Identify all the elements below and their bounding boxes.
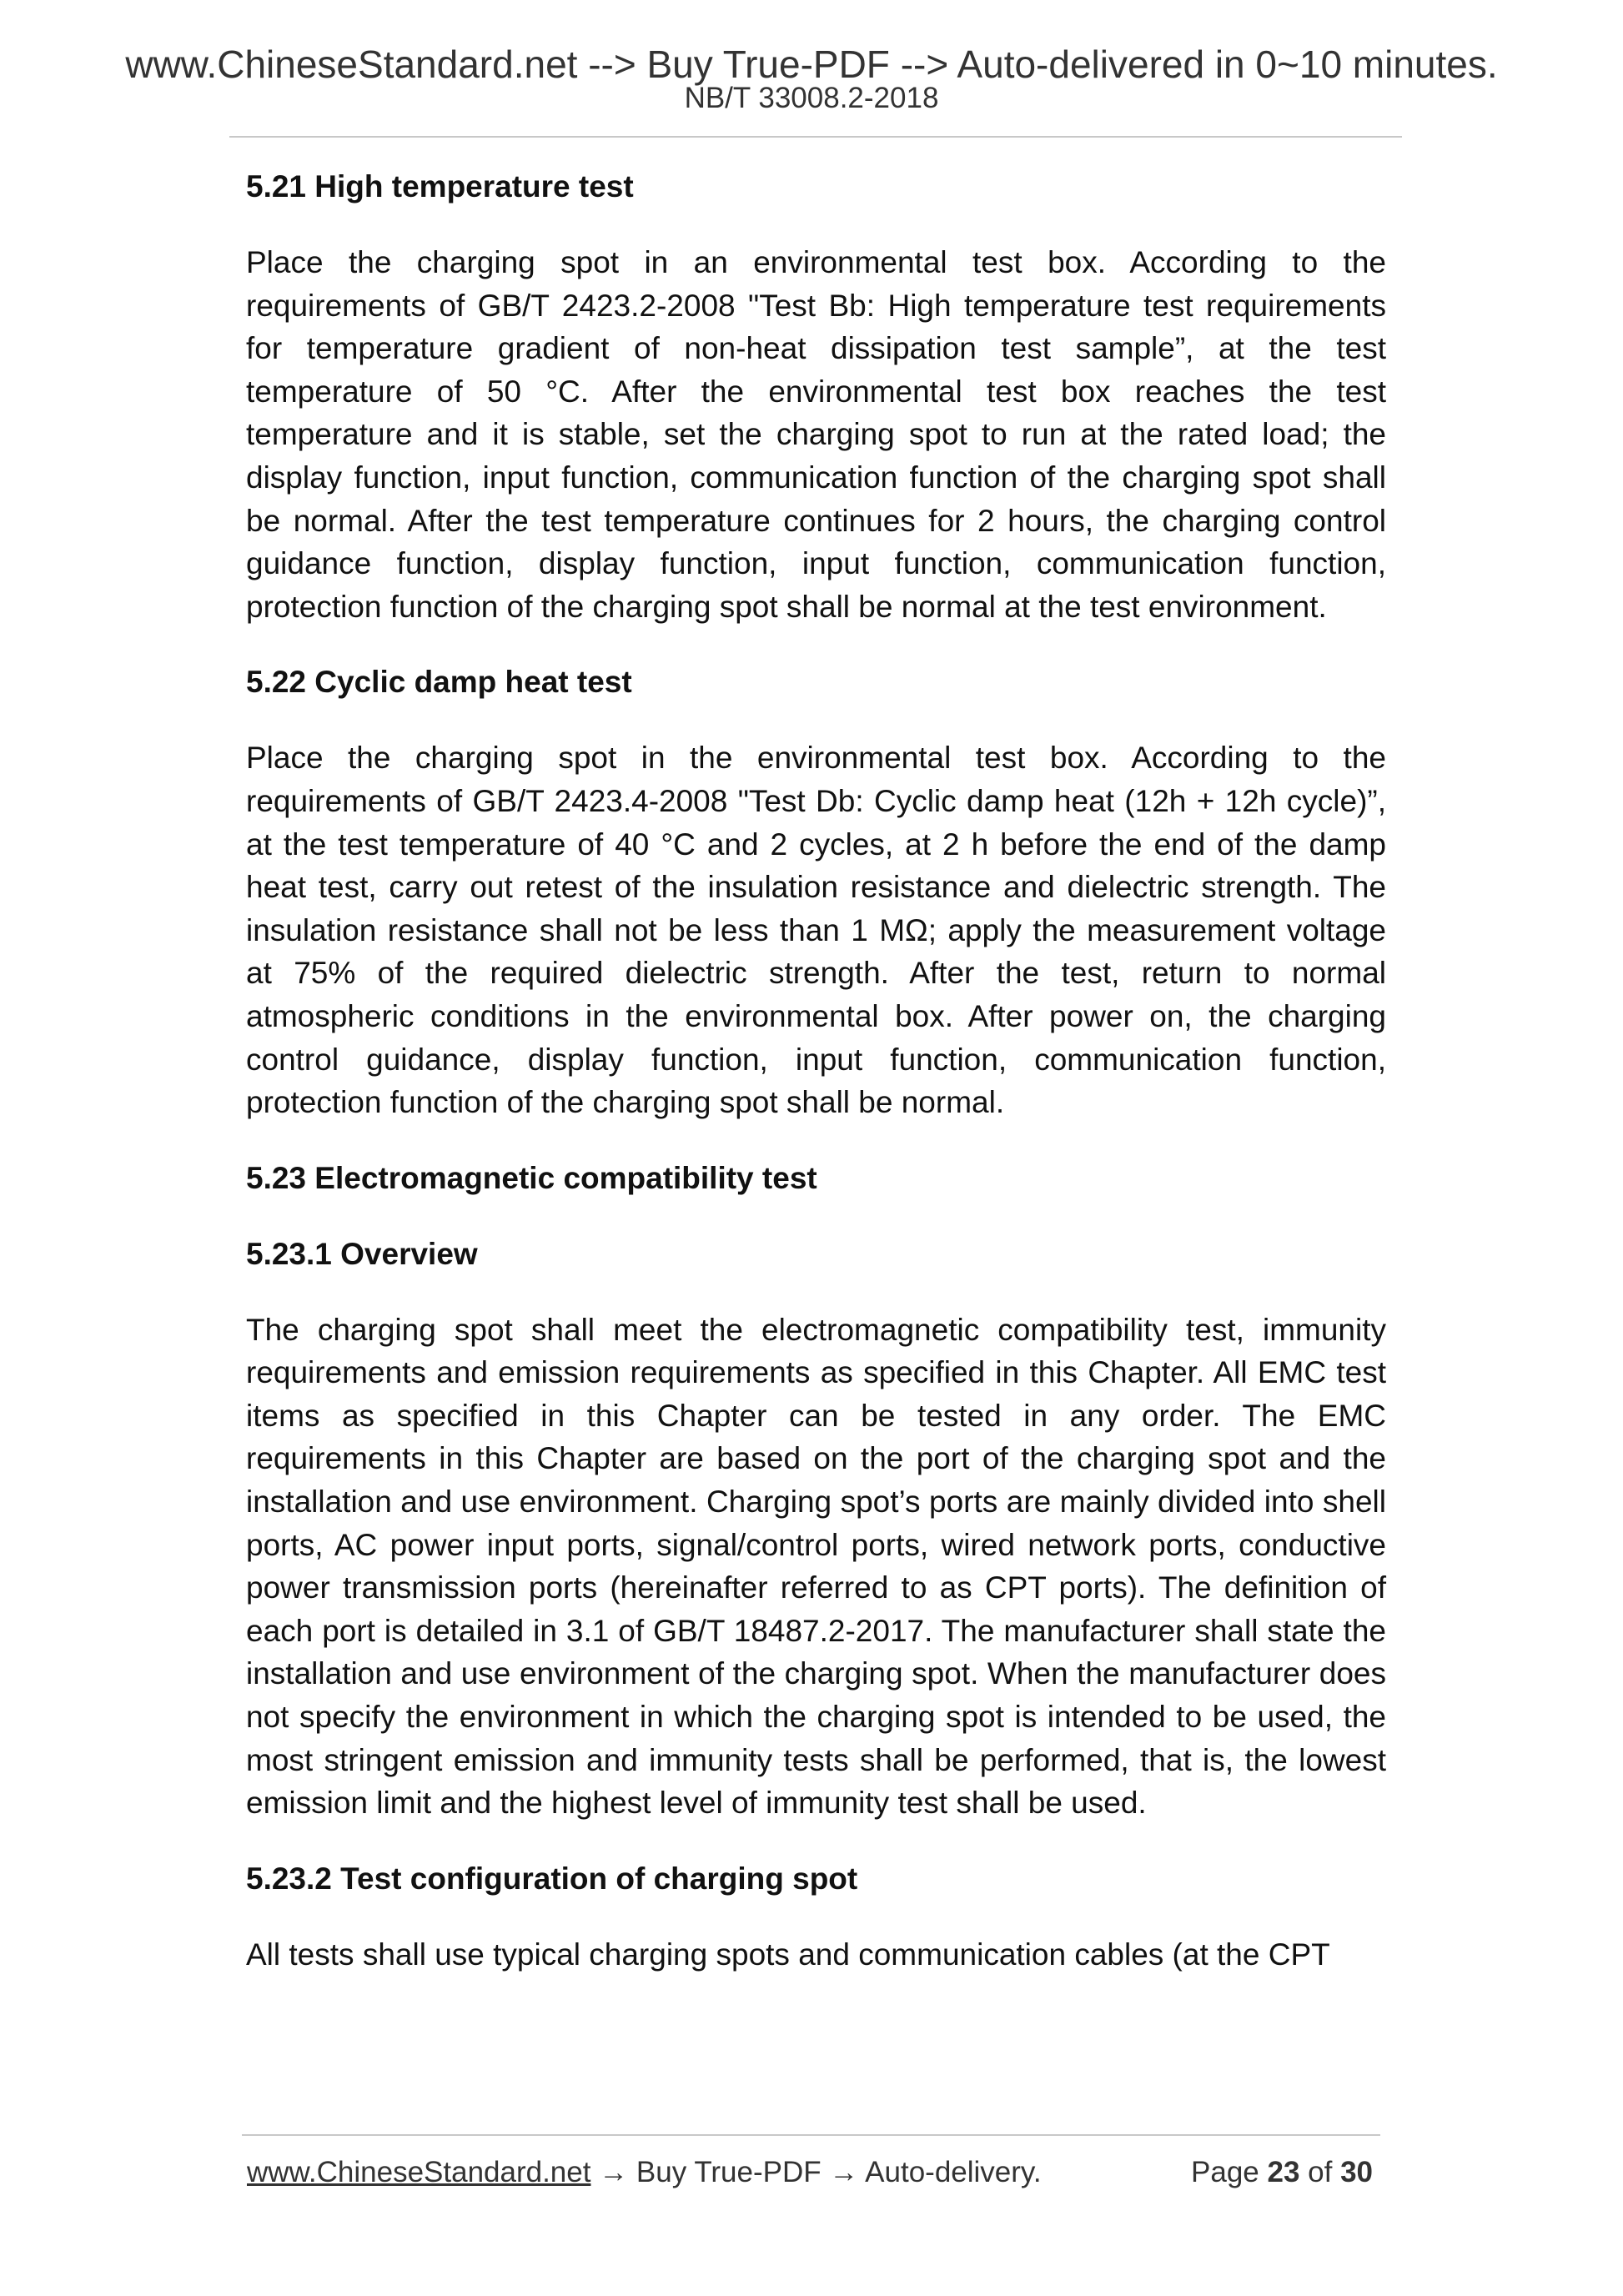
standard-code: NB/T 33008.2-2018 [684, 82, 939, 114]
paragraph-emc-overview: The charging spot shall meet the electromagnetic compatibility test, immunity requirements and emission requirements as specified in this Chapter. All EMC test items as specified in this Chapter can be tested in any order. The EMC requirements in this Chapter are based on the port of the charging spot and the installation and use environment. Charging spot’s ports are mainly divided into shell ports, AC power input ports, signal/control ports, wired network ports, conductive power transmission ports (hereinafter referred to as CPT ports). The definition of each port is detailed in 3.1 of GB/T 18487.2-2017. The manufacturer shall state the installation and use environment of the charging spot. When the manufacturer does not specify the environment in which the charging spot is intended to be used, the most stringent emission and immunity tests shall be performed, that is, the lowest emission limit and the highest level of immunity test shall be used. [246, 1312, 1386, 1821]
page-indicator [1191, 2156, 1373, 2189]
footer-tagline: → Buy True-PDF → Auto-delivery. [590, 2156, 1042, 2188]
section-heading-5-21: 5.21 High temperature test [246, 169, 634, 203]
paragraph-cyclic-damp-heat: Place the charging spot in the environmental test box. According to the requirements of GB/T 2423.4-2008 "Test Db: Cyclic damp heat (12h + 12h cycle)”, at the test temperature of 40 °C and 2 cycles, at 2 h before the end of the damp heat test, carry out retest of the insulation resistance and dielectric strength. The insulation resistance shall not be less than 1 MΩ; apply the measurement voltage at 75% of the required dielectric strength. After the test, return to normal atmospheric conditions in the environmental box. After power on, the charging control guidance, display function, input function, communication function, protection function of the charging spot shall be normal. [246, 741, 1386, 1120]
page-number: 23 [1267, 2156, 1300, 2188]
footer-divider [242, 2134, 1380, 2136]
page-total: 30 [1340, 2156, 1373, 2188]
footer-site-link[interactable]: www.ChineseStandard.net [247, 2156, 591, 2188]
paragraph-test-configuration: All tests shall use typical charging spots and communication cables (at the CPT [246, 1937, 1330, 1972]
section-heading-5-22: 5.22 Cyclic damp heat test [246, 665, 632, 700]
section-heading-5-23-1: 5.23.1 Overview [246, 1236, 478, 1271]
section-heading-5-23-2: 5.23.2 Test configuration of charging spot [246, 1861, 858, 1896]
top-banner: www.ChineseStandard.net --> Buy True-PDF --> Auto-delivered in 0~10 minutes. [125, 43, 1498, 86]
header-divider [229, 136, 1402, 138]
footer-promo [247, 2156, 1042, 2189]
section-heading-5-23: 5.23 Electromagnetic compatibility test [246, 1160, 817, 1195]
page-label: Page [1191, 2156, 1268, 2188]
paragraph-high-temperature: Place the charging spot in an environmental test box. According to the requirements of GB/T 2423.2-2008 "Test Bb: High temperature test requirements for temperature gradient of non-heat dissipation test sample”, at the test temperature of 50 °C. After the environmental test box reaches the test temperature and it is stable, set the charging spot to run at the rated load; the display function, input function, communication function of the charging spot shall be normal. After the test temperature continues for 2 hours, the charging control guidance function, display function, input function, communication function, protection function of the charging spot shall be normal at the test environment. [246, 245, 1386, 624]
of-label: of [1299, 2156, 1341, 2188]
document-body [246, 165, 1386, 1976]
